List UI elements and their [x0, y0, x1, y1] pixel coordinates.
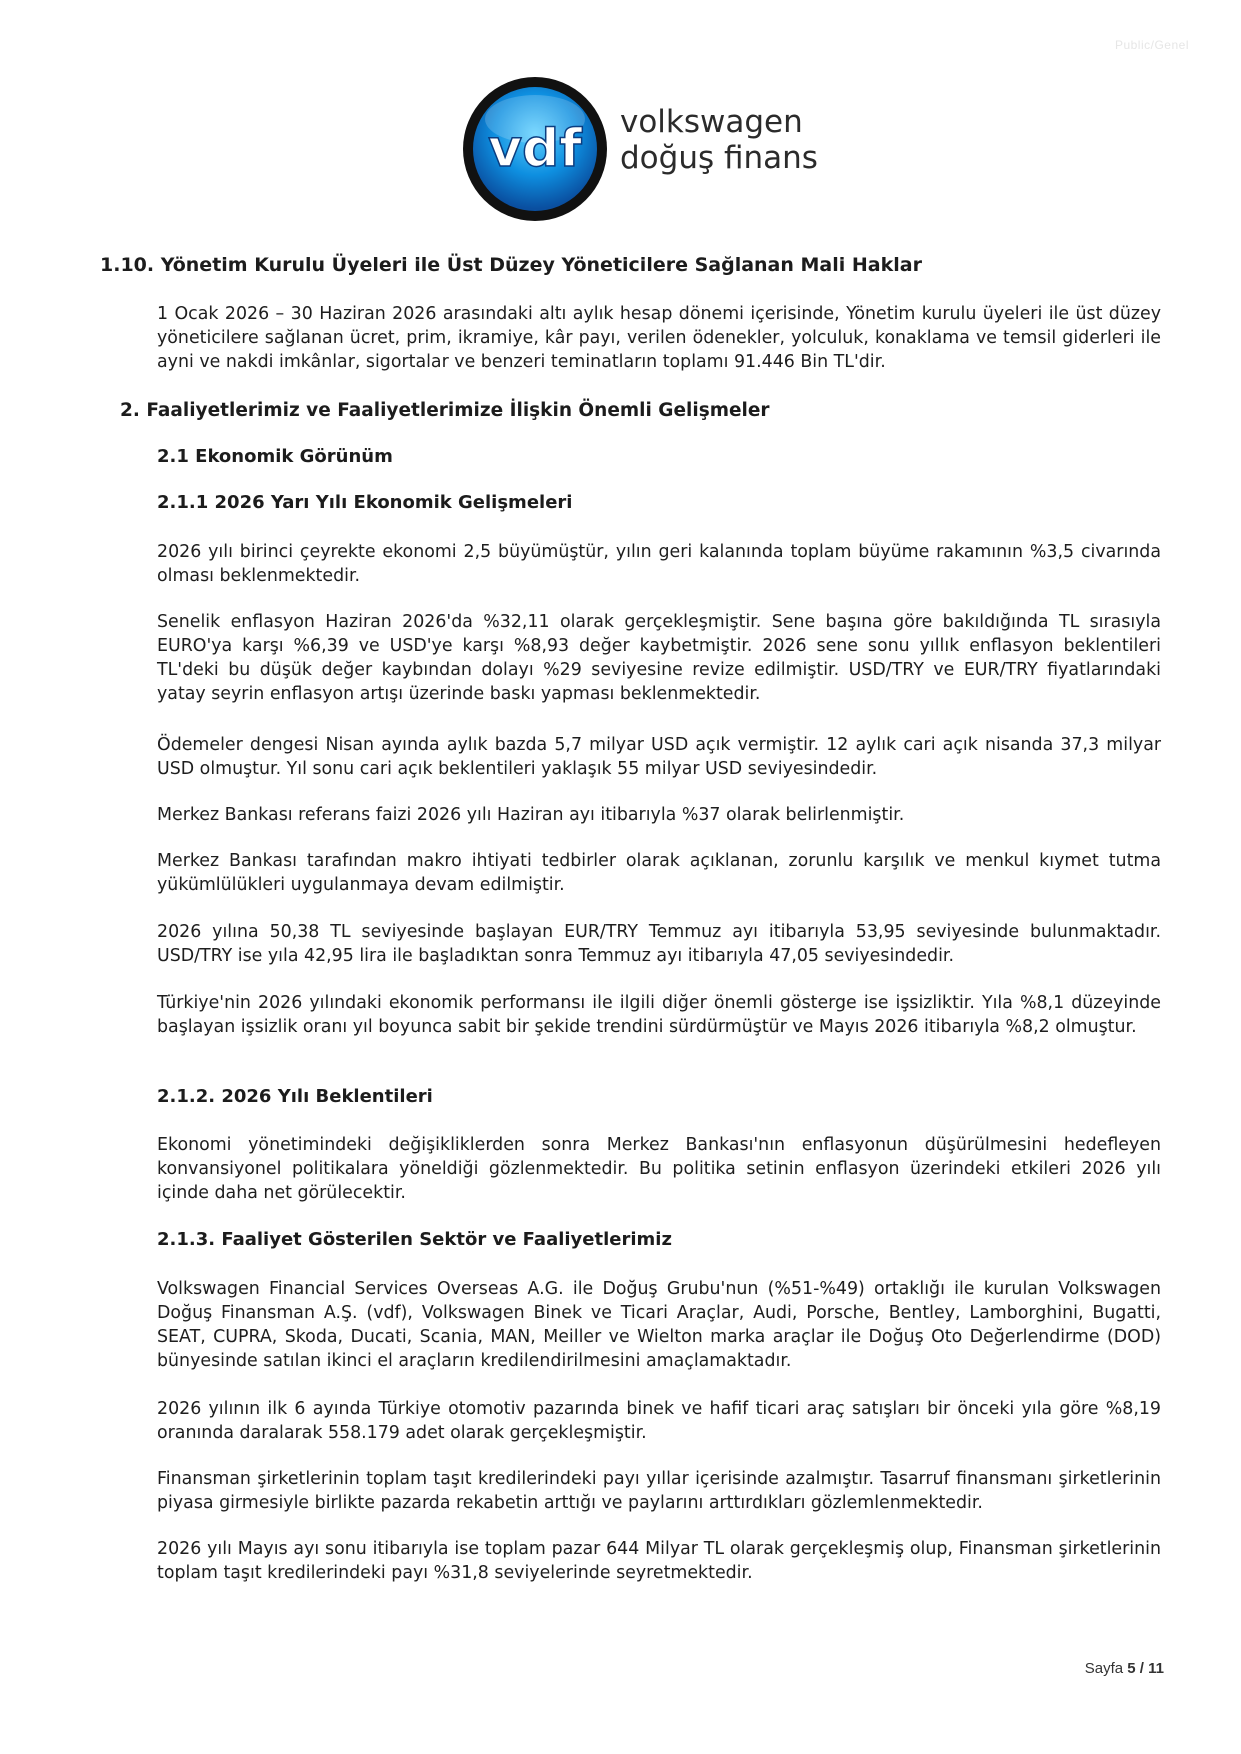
- section-2-1-3-paragraph-4: 2026 yılı Mayıs ayı sonu itibarıyla ise toplam pazar 644 Milyar TL olarak gerçekleşmiş olup, Finansman şirketlerinin toplam taşıt kredilerindeki payı %31,8 seviyelerinde seyretmektedir.: [157, 1539, 1161, 1583]
- section-2-1-1-paragraph-5: Merkez Bankası tarafından makro ihtiyati tedbirler olarak açıklanan, zorunlu karşılık ve menkul kıymet tutma yükümlülükleri uygulanmaya devam edilmiştir.: [157, 851, 1161, 895]
- section-2-1-2-paragraph-1: Ekonomi yönetimindeki değişikliklerden sonra Merkez Bankası'nın enflasyonun düşürülmesini hedefleyen konvansiyonel politikalara yöneldiği gözlenmektedir. Bu politika setinin enflasyon üzerindeki etkileri 2026 yılı içinde daha net görülecektir.: [157, 1135, 1161, 1203]
- section-2-title: 2. Faaliyetlerimiz ve Faaliyetlerimize İlişkin Önemli Gelişmeler: [120, 400, 770, 421]
- section-1-10-paragraph: 1 Ocak 2026 – 30 Haziran 2026 arasındaki altı aylık hesap dönemi içerisinde, Yönetim kurulu üyeleri ile üst düzey yöneticilere sağlanan ücret, prim, ikramiye, kâr payı, verilen ödenekler, yolculuk, konaklama ve temsil giderleri ile ayni ve nakdi imkânlar, sigortalar ve benzeri teminatların toplamı 91.446 Bin TL'dir.: [157, 304, 1161, 372]
- section-2-1-1-paragraph-7: Türkiye'nin 2026 yılındaki ekonomik performansı ile ilgili diğer önemli gösterge ise işsizliktir. Yıla %8,1 düzeyinde başlayan işsizlik oranı yıl boyunca sabit bir şekide trendini sürdürmüştür ve Mayıs 2026 itibarıyla %8,2 olmuştur.: [157, 993, 1161, 1037]
- logo-wordmark: [620, 104, 818, 176]
- company-logo: [460, 74, 840, 224]
- section-2-1-1-paragraph-2: Senelik enflasyon Haziran 2026'da %32,11 olarak gerçekleşmiştir. Sene başına göre bakıldığında TL sırasıyla EURO'ya karşı %6,39 ve USD'ye karşı %8,93 değer kaybetmiştir. 2026 sene sonu yıllık enflasyon beklentileri TL'deki bu düşük değer kaybından dolayı %29 seviyesine revize edilmiştir. USD/TRY ve EUR/TRY fiyatlarındaki yatay seyrin enflasyon artışı üzerinde baskı yapması beklenmektedir.: [157, 612, 1161, 704]
- page-number: [1085, 1660, 1164, 1677]
- section-2-1-1-title: 2.1.1 2026 Yarı Yılı Ekonomik Gelişmeleri: [157, 492, 573, 513]
- page-count: 5 / 11: [1127, 1660, 1164, 1677]
- section-2-1-1-paragraph-6: 2026 yılına 50,38 TL seviyesinde başlayan EUR/TRY Temmuz ayı itibarıyla 53,95 seviyesinde bulunmaktadır. USD/TRY ise yıla 42,95 lira ile başladıktan sonra Temmuz ayı itibarıyla 47,05 seviyesindedir.: [157, 922, 1161, 966]
- section-2-1-3-paragraph-1: Volkswagen Financial Services Overseas A.G. ile Doğuş Grubu'nun (%51-%49) ortaklığı ile kurulan Volkswagen Doğuş Finansman A.Ş. (vdf), Volkswagen Binek ve Ticari Araçlar, Audi, Porsche, Bentley, Lamborghini, Bugatti, SEAT, CUPRA, Skoda, Ducati, Scania, MAN, Meiller ve Wielton marka araçlar ile Doğuş Oto Değerlendirme (DOD) bünyesinde satılan ikinci el araçların kredilendirilmesini amaçlamaktadır.: [157, 1279, 1161, 1371]
- section-2-1-1-paragraph-3: Ödemeler dengesi Nisan ayında aylık bazda 5,7 milyar USD açık vermiştir. 12 aylık cari açık nisanda 37,3 milyar USD olmuştur. Yıl sonu cari açık beklentileri yaklaşık 55 milyar USD seviyesindedir.: [157, 735, 1161, 779]
- section-2-1-3-paragraph-2: 2026 yılının ilk 6 ayında Türkiye otomotiv pazarında binek ve hafif ticari araç satışları bir önceki yıla göre %8,19 oranında daralarak 558.179 adet olarak gerçekleşmiştir.: [157, 1399, 1161, 1443]
- section-2-1-3-paragraph-3: Finansman şirketlerinin toplam taşıt kredilerindeki payı yıllar içerisinde azalmıştır. Tasarruf finansmanı şirketlerinin piyasa girmesiyle birlikte pazarda rekabetin arttığı ve paylarını arttırdıkları gözlemlenmektedir.: [157, 1469, 1161, 1513]
- section-2-1-3-title: 2.1.3. Faaliyet Gösterilen Sektör ve Faaliyetlerimiz: [157, 1229, 672, 1250]
- section-2-1-2-title: 2.1.2. 2026 Yılı Beklentileri: [157, 1086, 433, 1107]
- section-2-1-title: 2.1 Ekonomik Görünüm: [157, 446, 393, 467]
- page-label: Sayfa: [1084, 1660, 1124, 1677]
- logo-line-1: volkswagen: [620, 104, 803, 140]
- logo-mark-text: vdf: [488, 119, 582, 179]
- section-2-1-1-paragraph-4: Merkez Bankası referans faizi 2026 yılı Haziran ayı itibarıyla %37 olarak belirlenmiştir.: [157, 805, 905, 825]
- section-1-10-title: 1.10. Yönetim Kurulu Üyeleri ile Üst Düzey Yöneticilere Sağlanan Mali Haklar: [100, 254, 922, 276]
- vdf-logo-icon: [460, 74, 610, 224]
- logo-line-2: doğuş finans: [620, 140, 818, 176]
- classification-watermark: Public/Genel: [1114, 38, 1189, 52]
- section-2-1-1-paragraph-1: 2026 yılı birinci çeyrekte ekonomi 2,5 büyümüştür, yılın geri kalanında toplam büyüme rakamının %3,5 civarında olması beklenmektedir.: [157, 542, 1161, 586]
